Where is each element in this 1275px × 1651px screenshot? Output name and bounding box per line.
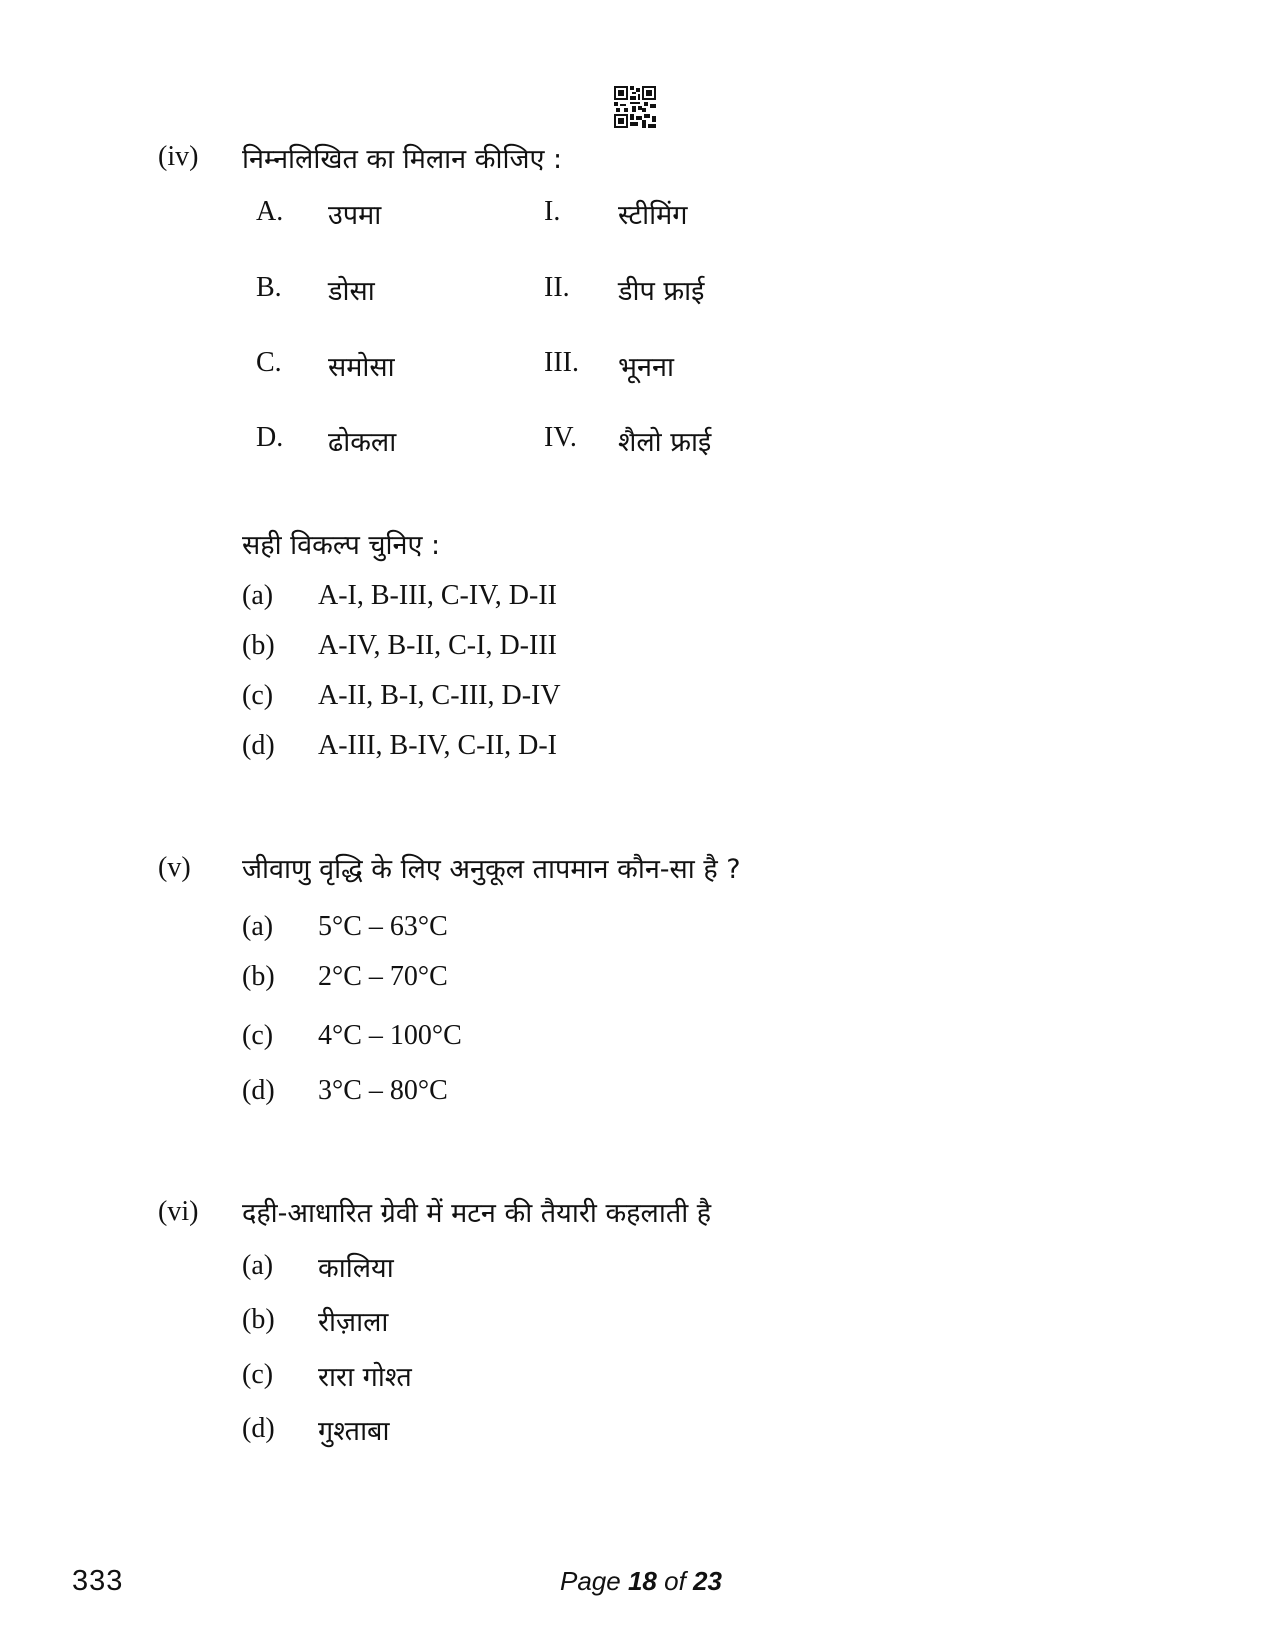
option-label: (b) — [242, 1304, 275, 1335]
option-label: (a) — [242, 580, 274, 611]
match-right-label: I. — [544, 196, 561, 227]
option-label: (b) — [242, 630, 275, 661]
match-right-item: डीप फ्राई — [618, 276, 705, 307]
match-left-item: ढोकला — [328, 427, 397, 458]
paper-code: 333 — [72, 1565, 124, 1597]
option-label: (b) — [242, 961, 275, 992]
option-text: A-III, B-IV, C-II, D-I — [318, 730, 557, 761]
option-label: (c) — [242, 680, 274, 711]
page-number — [560, 1566, 722, 1597]
page-current: 18 — [627, 1566, 657, 1596]
match-left-item: उपमा — [328, 200, 382, 231]
match-left-label: C. — [256, 347, 282, 378]
option-label: (c) — [242, 1359, 274, 1390]
choose-prompt: सही विकल्प चुनिए : — [242, 530, 441, 561]
option-text: कालिया — [318, 1253, 394, 1284]
match-left-item: डोसा — [328, 276, 375, 307]
option-text: गुश्ताबा — [318, 1416, 390, 1447]
question-number: (iv) — [158, 141, 199, 172]
option-label: (a) — [242, 911, 274, 942]
option-label: (a) — [242, 1250, 274, 1281]
option-label: (d) — [242, 1075, 275, 1106]
option-text: 5°C – 63°C — [318, 911, 448, 942]
match-left-item: समोसा — [328, 352, 395, 383]
question-number: (vi) — [158, 1196, 199, 1227]
page-word: Page — [560, 1566, 621, 1596]
option-label: (d) — [242, 1413, 275, 1444]
option-text: 4°C – 100°C — [318, 1020, 462, 1051]
match-right-item: शैलो फ्राई — [618, 427, 712, 458]
question-text: दही-आधारित ग्रेवी में मटन की तैयारी कहलाती है — [242, 1198, 712, 1229]
option-label: (c) — [242, 1020, 274, 1051]
question-text: जीवाणु वृद्धि के लिए अनुकूल तापमान कौन-सा है ? — [242, 854, 741, 885]
page-total: 23 — [693, 1566, 722, 1596]
match-right-item: स्टीमिंग — [618, 200, 688, 231]
match-right-label: IV. — [544, 422, 577, 453]
option-text: 3°C – 80°C — [318, 1075, 448, 1106]
match-right-label: II. — [544, 272, 570, 303]
option-text: A-II, B-I, C-III, D-IV — [318, 680, 561, 711]
option-text: 2°C – 70°C — [318, 961, 448, 992]
question-text: निम्नलिखित का मिलान कीजिए : — [242, 144, 563, 175]
match-left-label: D. — [256, 422, 284, 453]
match-right-item: भूनना — [618, 352, 674, 383]
option-text: रीज़ाला — [318, 1307, 389, 1338]
match-left-label: A. — [256, 196, 284, 227]
match-left-label: B. — [256, 272, 282, 303]
match-right-label: III. — [544, 347, 579, 378]
option-text: A-I, B-III, C-IV, D-II — [318, 580, 557, 611]
option-label: (d) — [242, 730, 275, 761]
page-of: of — [664, 1566, 686, 1596]
qr-code-icon — [614, 86, 656, 128]
option-text: A-IV, B-II, C-I, D-III — [318, 630, 557, 661]
option-text: रारा गोश्त — [318, 1362, 412, 1393]
question-number: (v) — [158, 852, 191, 883]
